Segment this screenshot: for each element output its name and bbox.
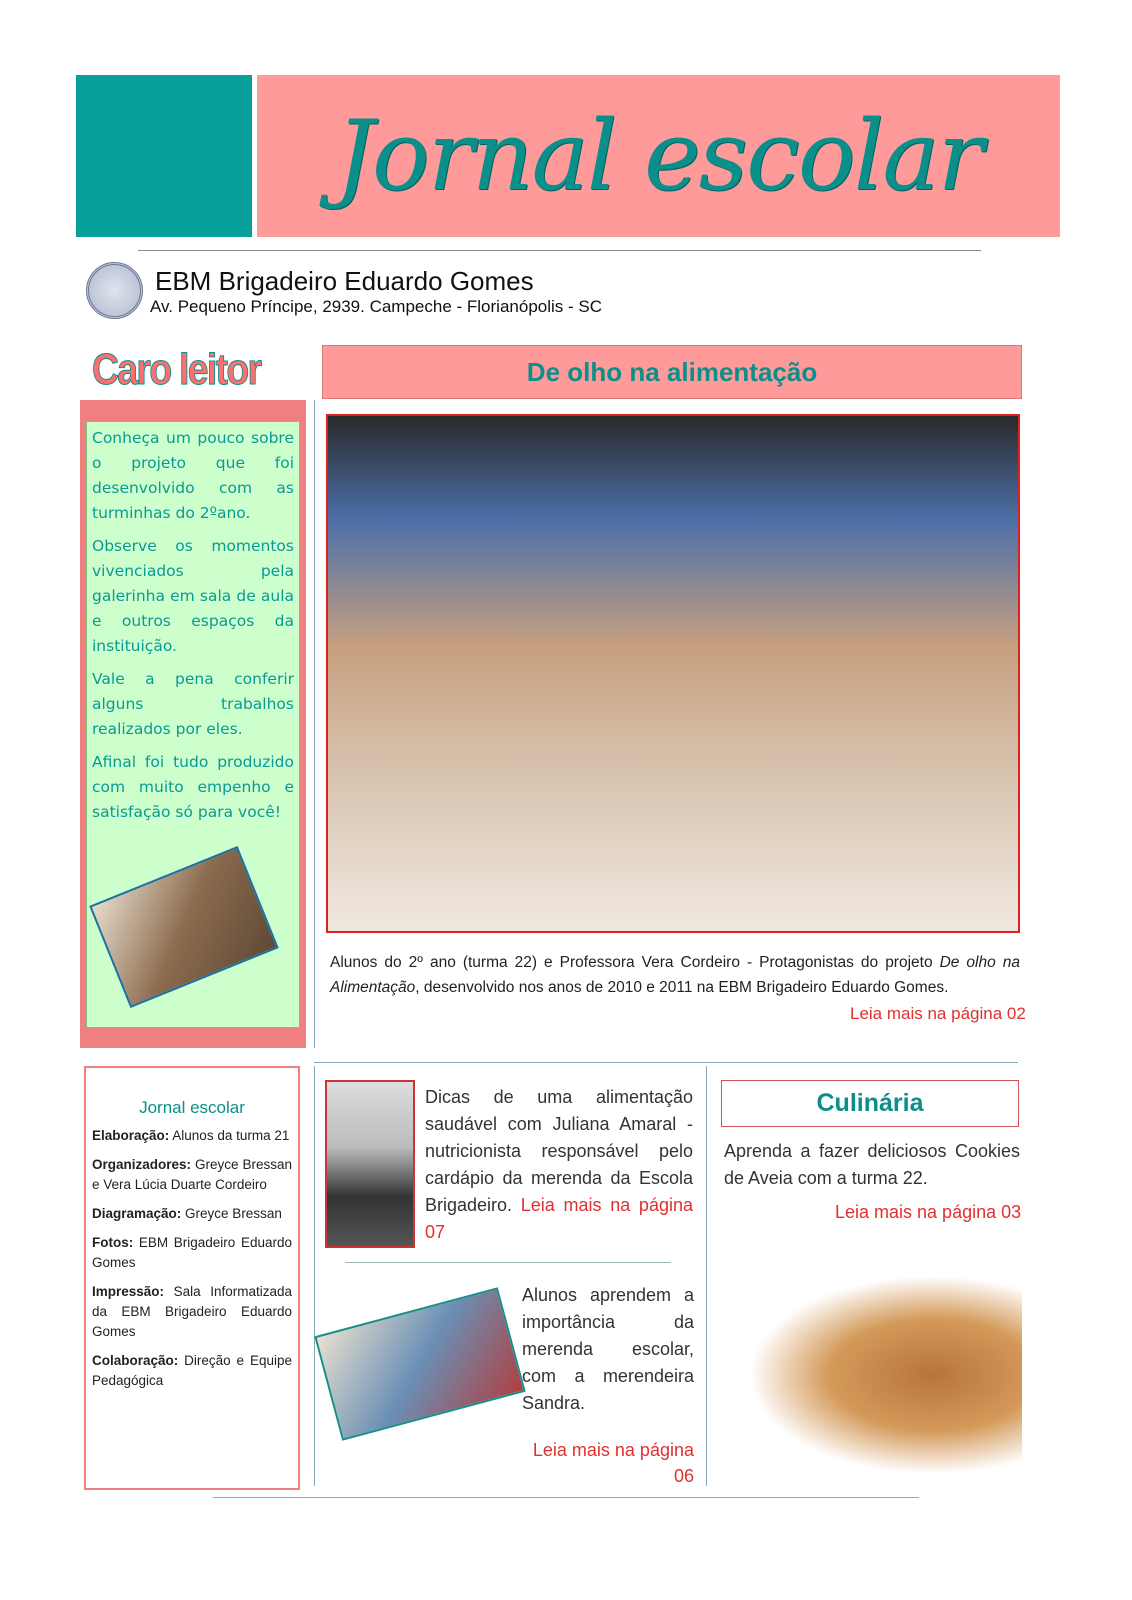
- merenda-article: Alunos aprendem a importância da merenda escolar, com a merendeira Sandra.: [522, 1285, 694, 1413]
- caption-text: Alunos do 2º ano (turma 22) e Professora Vera Cordeiro - Protagonistas do projeto: [330, 954, 940, 971]
- masthead-title: Jornal escolar: [335, 100, 982, 212]
- credits-box: [84, 1066, 300, 1490]
- divider: [314, 400, 315, 1048]
- divider: [345, 1262, 671, 1263]
- read-more-link[interactable]: Leia mais na página 07: [425, 1195, 693, 1242]
- credits-title: Jornal escolar: [139, 1098, 245, 1117]
- divider: [314, 1066, 315, 1486]
- sidebar-paragraph: Observe os momentos vivenciados pela galerinha em sala de aula e outros espaços da instituição.: [92, 537, 294, 655]
- credit-item: Impressão: Sala Informatizada da EBM Brigadeiro Eduardo Gomes: [92, 1284, 292, 1339]
- read-more-link[interactable]: Leia mais na página 02: [850, 1004, 1026, 1023]
- divider: [706, 1066, 707, 1486]
- sidebar-paragraph: Conheça um pouco sobre o projeto que foi desenvolvido com as turminhas do 2ºano.: [92, 429, 294, 522]
- caption-project-name: De olho na Alimentação: [330, 954, 1020, 996]
- credit-item: Colaboração: Direção e Equipe Pedagógica: [92, 1353, 292, 1388]
- divider: [138, 250, 981, 251]
- nutrition-article: Dicas de uma alimentação saudável com Juliana Amaral - nutricionista responsável pelo cardápio da merenda da Escola Brigadeiro. Leia mais na página 07: [425, 1087, 693, 1242]
- sidebar-paragraph: Vale a pena conferir alguns trabalhos realizados por eles.: [92, 670, 294, 738]
- credit-item: Diagramação: Greyce Bressan: [92, 1206, 282, 1221]
- credit-item: Fotos: EBM Brigadeiro Eduardo Gomes: [92, 1235, 292, 1270]
- credit-item: Organizadores: Greyce Bressan e Vera Lúcia Duarte Cordeiro: [92, 1157, 292, 1192]
- read-more-link[interactable]: Leia mais na página 06: [532, 1440, 694, 1486]
- merenda-photo: [314, 1287, 525, 1440]
- caption-text: , desenvolvido nos anos de 2010 e 2011 na EBM Brigadeiro Eduardo Gomes.: [415, 979, 949, 996]
- culinaria-article: Aprenda a fazer deliciosos Cookies de Aveia com a turma 22.: [724, 1141, 1020, 1188]
- culinaria-heading: Culinária: [721, 1080, 1019, 1127]
- feature-heading: De olho na alimentação: [322, 345, 1022, 399]
- masthead-banner: [257, 75, 1060, 237]
- divider: [314, 1062, 1018, 1063]
- feature-caption: [330, 950, 1020, 1000]
- nutritionist-photo: [325, 1080, 415, 1248]
- school-name: EBM Brigadeiro Eduardo Gomes: [155, 266, 534, 296]
- credit-item: Elaboração: Alunos da turma 21: [92, 1128, 290, 1143]
- school-seal-logo: [86, 262, 143, 319]
- sidebar-paragraph: Afinal foi tudo produzido com muito empenho e satisfação só para você!: [92, 753, 294, 821]
- read-more-link[interactable]: Leia mais na página 03: [835, 1202, 1022, 1222]
- school-address: Av. Pequeno Príncipe, 2939. Campeche - Florianópolis - SC: [150, 297, 603, 316]
- cookies-photo: [724, 1262, 1022, 1488]
- masthead-teal-block: [76, 75, 252, 237]
- sidebar-heading: Caro leitor: [92, 345, 261, 394]
- divider: [213, 1497, 919, 1498]
- feature-photo: [326, 414, 1020, 933]
